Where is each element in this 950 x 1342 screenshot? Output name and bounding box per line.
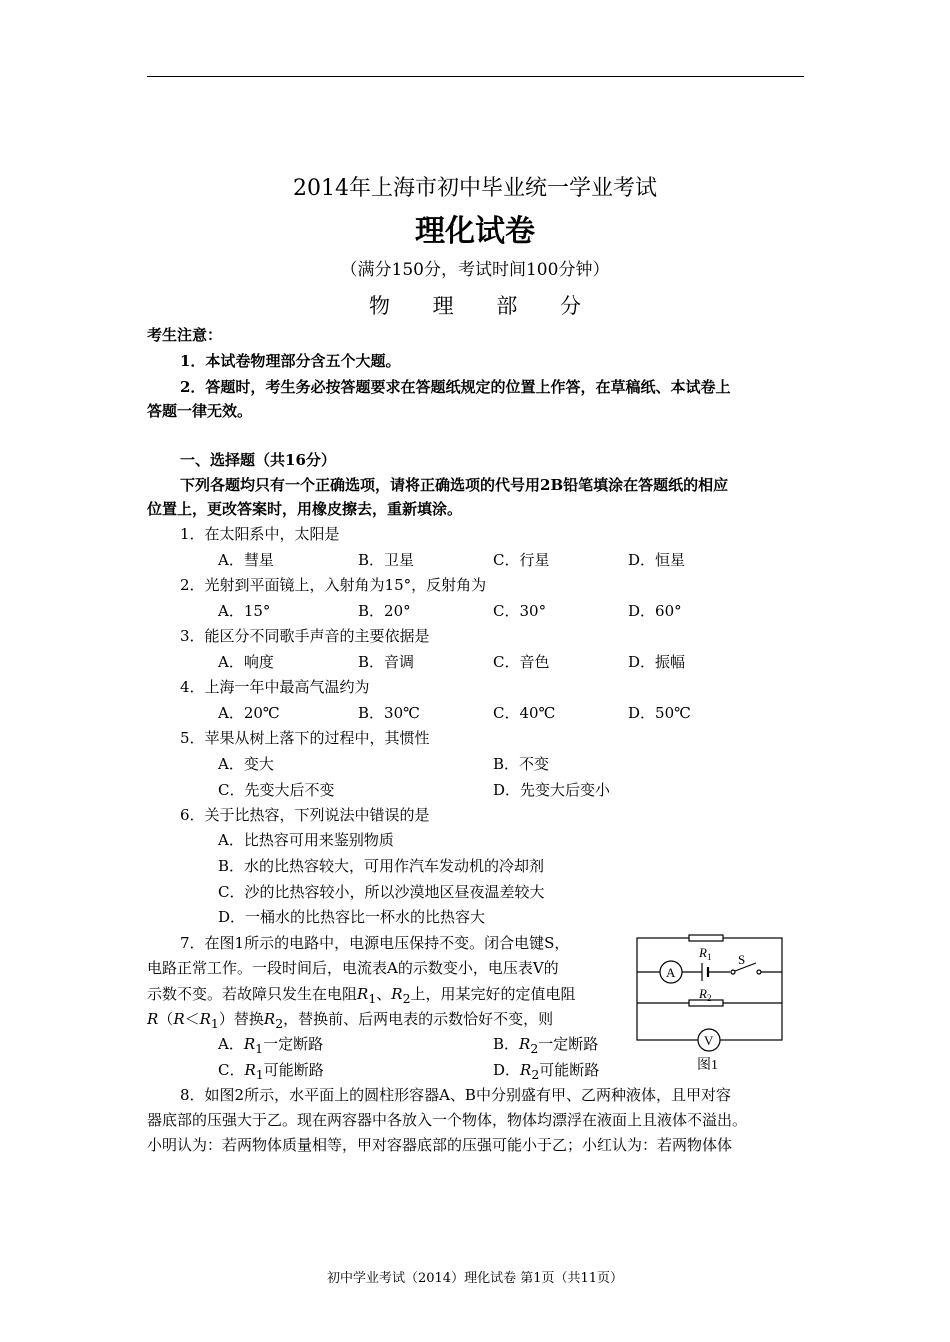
resistor-r1	[689, 935, 723, 941]
question-3-option-d: D．振幅	[628, 653, 686, 671]
question-7-option-a: A．$R_1$一定断路	[218, 1035, 324, 1056]
label-r2: $R_2$	[699, 986, 712, 1003]
question-7-line-2: 电路正常工作。一段时间后，电流表A的示数变小，电压表V的	[147, 959, 559, 977]
question-1-option-c: C．行星	[493, 551, 550, 569]
notice-item-2-line-1: 2．答题时，考生务必按答题要求在答题纸规定的位置上作答，在草稿纸、本试卷上	[180, 378, 731, 396]
exam-title: 2014年上海市初中毕业统一学业考试	[293, 176, 657, 201]
question-5-stem: 5．苹果从树上落下的过程中，其惯性	[180, 729, 430, 747]
question-5-option-d: D．先变大后变小	[493, 781, 611, 799]
notice-item-1: 1．本试卷物理部分含五个大题。	[180, 352, 401, 370]
page-footer: 初中学业考试（2014）理化试卷 第1页（共11页）	[326, 1271, 624, 1286]
question-7-line-1: 7．在图1所示的电路中，电源电压保持不变。闭合电键S，	[180, 934, 570, 952]
question-6-option-a: A．比热容可用来鉴别物质	[218, 831, 394, 849]
question-7-option-c: C．$R_1$可能断路	[218, 1061, 324, 1082]
question-7-option-d: D．$R_2$可能断路	[493, 1061, 600, 1082]
question-4-option-b: B．30℃	[358, 704, 420, 722]
question-7-line-4: $R(R<R_1)$替换$R_2$，替换前、后两电表的示数恰好不变，则	[147, 1010, 554, 1031]
label-switch-s: S	[738, 952, 746, 967]
question-5-option-b: B．不变	[493, 755, 550, 773]
question-3-option-c: C．音色	[493, 653, 550, 671]
question-8-line-3: 小明认为：若两物体质量相等，甲对容器底部的压强可能小于乙；小红认为：若两物体体	[147, 1136, 733, 1154]
label-voltmeter-v: V	[704, 1033, 714, 1048]
part1-instruction-line-2: 位置上，更改答案时，用橡皮擦去，重新填涂。	[147, 500, 463, 518]
question-6-stem: 6．关于比热容，下列说法中错误的是	[180, 806, 430, 824]
section-title: 物 理 部 分	[368, 294, 600, 318]
label-ammeter-a: A	[666, 965, 676, 980]
question-5-option-a: A．变大	[218, 755, 274, 773]
question-2-stem: 2．光射到平面镜上，入射角为15°，反射角为	[180, 576, 487, 594]
question-5-option-c: C．先变大后不变	[218, 781, 335, 799]
question-6-option-d: D．一桶水的比热容比一杯水的比热容大	[218, 908, 486, 926]
question-6-option-c: C．沙的比热容较小，所以沙漠地区昼夜温差较大	[218, 883, 545, 901]
question-2-option-a: A．15°	[218, 602, 271, 620]
question-2-option-b: B．20°	[358, 602, 411, 620]
paper-title: 理化试卷	[415, 214, 535, 249]
question-4-option-a: A．20℃	[218, 704, 280, 722]
question-1-option-d: D．恒星	[628, 551, 686, 569]
question-1-stem: 1．在太阳系中，太阳是	[180, 525, 340, 543]
notice-item-2-line-2: 答题一律无效。	[147, 402, 253, 420]
question-1-option-a: A．彗星	[218, 551, 274, 569]
notice-heading: 考生注意：	[147, 326, 223, 344]
question-3-option-b: B．音调	[358, 653, 415, 671]
question-7-option-b: B．$R_2$一定断路	[493, 1035, 599, 1056]
question-8-line-1: 8．如图2所示，水平面上的圆柱形容器A、B中分别盛有甲、乙两种液体，且甲对容	[180, 1086, 731, 1104]
question-2-option-c: C．30°	[493, 602, 547, 620]
top-rule	[147, 76, 804, 77]
question-4-option-d: D．50℃	[628, 704, 691, 722]
question-6-option-b: B．水的比热容较大，可用作汽车发动机的冷却剂	[218, 857, 545, 875]
question-8-line-2: 器底部的压强大于乙。现在两容器中各放入一个物体，物体均漂浮在液面上且液体不溢出。	[147, 1111, 748, 1129]
question-2-option-d: D．60°	[628, 602, 682, 620]
question-7-line-3: 示数不变。若故障只发生在电阻$R_1$、$R_2$上，用某完好的定值电阻	[147, 985, 576, 1006]
question-4-stem: 4．上海一年中最高气温约为	[180, 678, 370, 696]
part1-instruction-line-1: 下列各题均只有一个正确选项，请将正确选项的代号用2B铅笔填涂在答题纸的相应	[180, 476, 729, 494]
paper-info: （满分150分，考试时间100分钟）	[340, 260, 610, 280]
figure-1-circuit-diagram	[632, 932, 788, 1074]
question-3-stem: 3．能区分不同歌手声音的主要依据是	[180, 627, 430, 645]
question-1-option-b: B．卫星	[358, 551, 415, 569]
question-3-option-a: A．响度	[218, 653, 274, 671]
part1-heading: 一、选择题（共16分）	[180, 451, 336, 469]
question-4-option-c: C．40℃	[493, 704, 556, 722]
figure-1-caption: 图1	[697, 1058, 718, 1073]
label-r1: $R_1$	[699, 945, 712, 962]
